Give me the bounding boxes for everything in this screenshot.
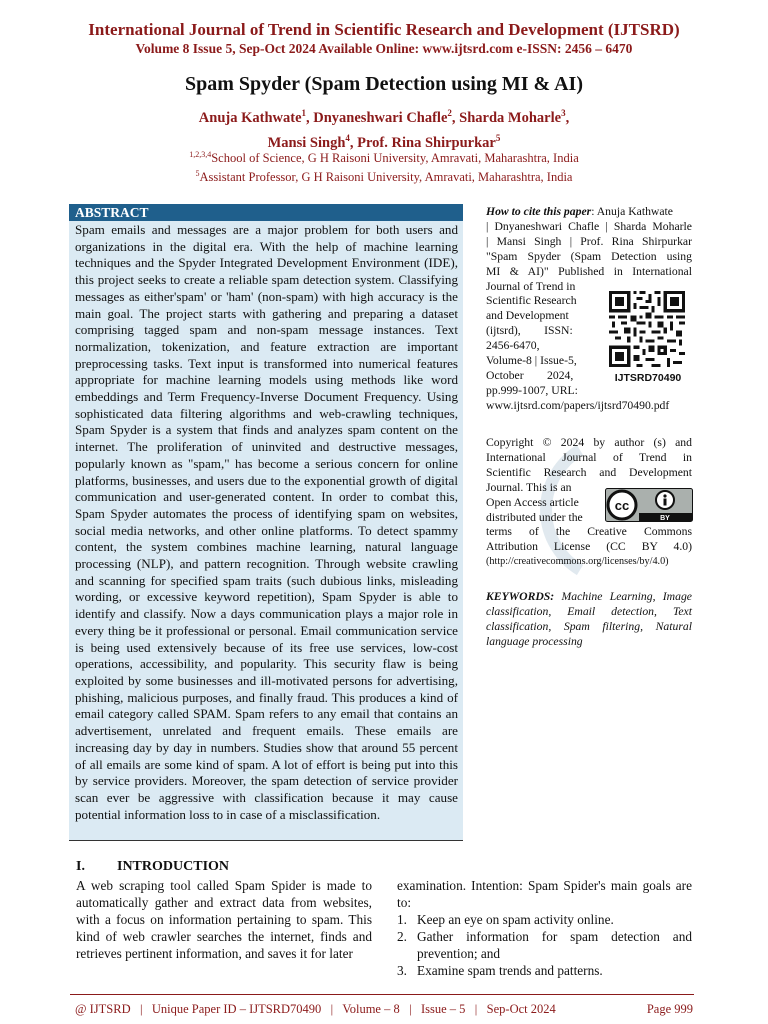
- cc-badge-label: BY: [660, 515, 670, 522]
- author-sup: 1: [301, 108, 307, 118]
- list-number: 3.: [397, 963, 407, 978]
- author-sup: 3: [561, 108, 566, 118]
- intro-right-column: [397, 877, 692, 979]
- copyright-line: International Journal of Trend in: [486, 450, 692, 464]
- qr-code-icon[interactable]: [609, 291, 685, 367]
- section-title: INTRODUCTION: [117, 859, 230, 874]
- list-text: Examine spam trends and patterns.: [417, 963, 603, 978]
- section-number: I.: [76, 859, 85, 874]
- author-name: Dnyaneshwari Chafle: [313, 109, 448, 126]
- list-item: [397, 928, 692, 962]
- citation-line: "Spam Spyder (Spam Detection using: [486, 249, 692, 263]
- keywords-label: KEYWORDS:: [486, 590, 555, 603]
- copyright-line: Journal. This is an: [486, 480, 572, 494]
- qr-paper-id: IJTSRD70490: [614, 372, 682, 384]
- affiliation-2: [0, 169, 768, 185]
- citation-line: Volume-8 | Issue-5,: [486, 354, 577, 368]
- affiliation-sup: 1,2,3,4: [189, 150, 212, 159]
- author-name: Prof. Rina Shirpurkar: [357, 134, 496, 151]
- list-item: [397, 962, 692, 979]
- abstract-text: Spam emails and messages are a major problem for both users and organizations in the digital era. With the help of machine learning techniques and the Spyder Integrated Development Environment (IDE), this project seeks to create a reliable spam detection system. Classifying messages as either'spam' or 'ham' (non-spam) with high accuracy is the main goal. The project starts with gathering and preparing a dataset comprising tagged spam and non-spam message instances. Text normalization, tokenization, and feature extraction are important preprocessing tasks. Text input is transformed into numerical features appropriate for machine learning models using methods like word embeddings and Term Frequency-Inverse Document Frequency. Using sophisticated data filtering algorithms and web-crawling techniques, Spam Spyder is a system that finds and analyzes spam content on the internet. The proliferation of uninvited and destructive messages, popularly known as "spam," has become a serious concern for online platforms, businesses, and users due to the exponential growth of digital communication and user-generated content. In order to combat this, Spam Spyder automates the process of identifying spam on websites, social media networks, and other online platforms. To detect spammy content, the system combines machine learning, natural language processing (NLP), and pattern recognition. Through website crawling and scanning for specified spam traits (such dubious links, misleading wording, or excessive keyword repetition), Spam Spyder is able to identify and classify. Now a days communication plays a major role in every thing be it professional or personal. Email communication service is being used extensively because of its free use services, low-cost operations, accessibility, and popularity. This security flaw is being exploited by some businesses and ill-motivated persons for advertising, phishing, malicious purposes, and finally fraud. This produces a kind of email category called SPAM. Spam refers to any email that contains an advertisement, unrelated and frequent emails. These emails are increasing day by day in numbers. Studies show that around 55 percent of all emails are some kind of spam. A lot of effort is being put into this by service providers. Moreover, the spam detection of service provider scan ever be aggressive with classification because it may cause potential information loss to in case of a misclassification.: [75, 222, 458, 822]
- copyright-line: Open Access article: [486, 495, 579, 509]
- copyright-line: terms of the Creative Commons: [486, 525, 692, 539]
- abstract-heading: ABSTRACT: [69, 204, 463, 221]
- intro-paragraph: examination. Intention: Spam Spider's main goals are to:: [397, 878, 692, 910]
- affiliation-sup: 5: [195, 169, 200, 178]
- footer-text: @ IJTSRD | Unique Paper ID – IJTSRD70490 | Volume – 8 | Issue – 5 | Sep-Oct 2024: [75, 1002, 556, 1016]
- citation-url[interactable]: www.ijtsrd.com/papers/ijtsrd70490.pdf: [486, 398, 670, 412]
- journal-title: International Journal of Trend in Scientific Research and Development (IJTSRD): [88, 20, 680, 39]
- author-sup: 2: [447, 108, 452, 118]
- paper-title: Spam Spyder (Spam Detection using MI & AI): [185, 73, 583, 95]
- citation-line: October 2024,: [486, 368, 574, 382]
- copyright-line: distributed under the: [486, 510, 583, 524]
- list-number: 1.: [397, 912, 407, 927]
- citation-line: (ijtsrd), ISSN:: [486, 324, 573, 338]
- keywords-text: Machine Learning, Image classification, Email detection, Text classification, Spam filtering, Natural language processing: [486, 590, 692, 648]
- license-url-link[interactable]: (http://creativecommons.org/licenses/by/4.0): [486, 556, 669, 568]
- author-name: Sharda Moharle: [459, 109, 562, 126]
- affiliation-text: Assistant Professor, G H Raisoni University, Amravati, Maharashtra, India: [199, 170, 573, 185]
- author-line-2: Mansi Singh$^4$, Prof. Rina Shirpurkar$^5$: [267, 132, 501, 151]
- citation-line: MI & AI)" Published in International: [486, 264, 692, 278]
- cc-by-license-icon[interactable]: [605, 488, 693, 522]
- list-number: 2.: [397, 929, 407, 944]
- abstract-box: [69, 204, 463, 841]
- author-name: Anuja Kathwate: [198, 109, 302, 126]
- page-number: Page 999: [646, 1002, 693, 1016]
- author-sup: 5: [495, 132, 501, 143]
- author-sup: 4: [345, 132, 350, 143]
- copyright-line: Scientific Research and Development: [486, 465, 692, 479]
- citation-line: 2456-6470,: [486, 339, 540, 353]
- goals-list: [397, 911, 692, 979]
- affiliation-text: School of Science, G H Raisoni University, Amravati, Maharashtra, India: [211, 151, 579, 166]
- citation-line: | Mansi Singh | Prof. Rina Shirpurkar: [486, 234, 692, 248]
- citation-line: Journal of Trend in: [486, 279, 576, 293]
- journal-issue-line: Volume 8 Issue 5, Sep-Oct 2024 Available Online: www.ijtsrd.com e-ISSN: 2456 – 6470: [135, 41, 633, 56]
- author-line-1: Anuja Kathwate$^1$, Dnyaneshwari Chafle$^2$, Sharda Moharle$^3$,: [198, 108, 570, 126]
- svg-text:cc: cc: [614, 498, 630, 513]
- citation-line: Scientific Research: [486, 294, 577, 308]
- citation-label: How to cite this paper: [486, 205, 592, 218]
- author-list: [0, 103, 768, 153]
- citation-line: and Development: [486, 309, 569, 323]
- copyright-line: Attribution License (CC BY 4.0): [486, 540, 692, 554]
- section-heading-introduction: [76, 859, 229, 875]
- page-footer: [75, 1002, 693, 1017]
- intro-left-column: A web scraping tool called Spam Spider is made to automatically gather and extract data from websites, with a focus on information pertaining to spam. This kind of web crawler searches the internet, finds and retrieves pertinent information, and saves it for later: [76, 878, 372, 961]
- affiliation-1: [0, 150, 768, 166]
- footer-divider: [70, 994, 694, 995]
- copyright-line: Copyright © 2024 by author (s) and: [486, 436, 692, 449]
- citation-line: Anuja Kathwate: [596, 205, 673, 218]
- author-name: Mansi Singh: [267, 134, 346, 151]
- citation-first-line: How to cite this paper: Anuja Kathwate: [486, 205, 673, 218]
- citation-line: | Dnyaneshwari Chafle | Sharda Moharle: [486, 219, 692, 233]
- list-item: [397, 911, 692, 928]
- list-text: Gather information for spam detection and prevention; and: [417, 929, 692, 961]
- citation-line: pp.999-1007, URL:: [486, 383, 578, 397]
- keywords-block: [486, 590, 692, 650]
- list-text: Keep an eye on spam activity online.: [417, 912, 614, 927]
